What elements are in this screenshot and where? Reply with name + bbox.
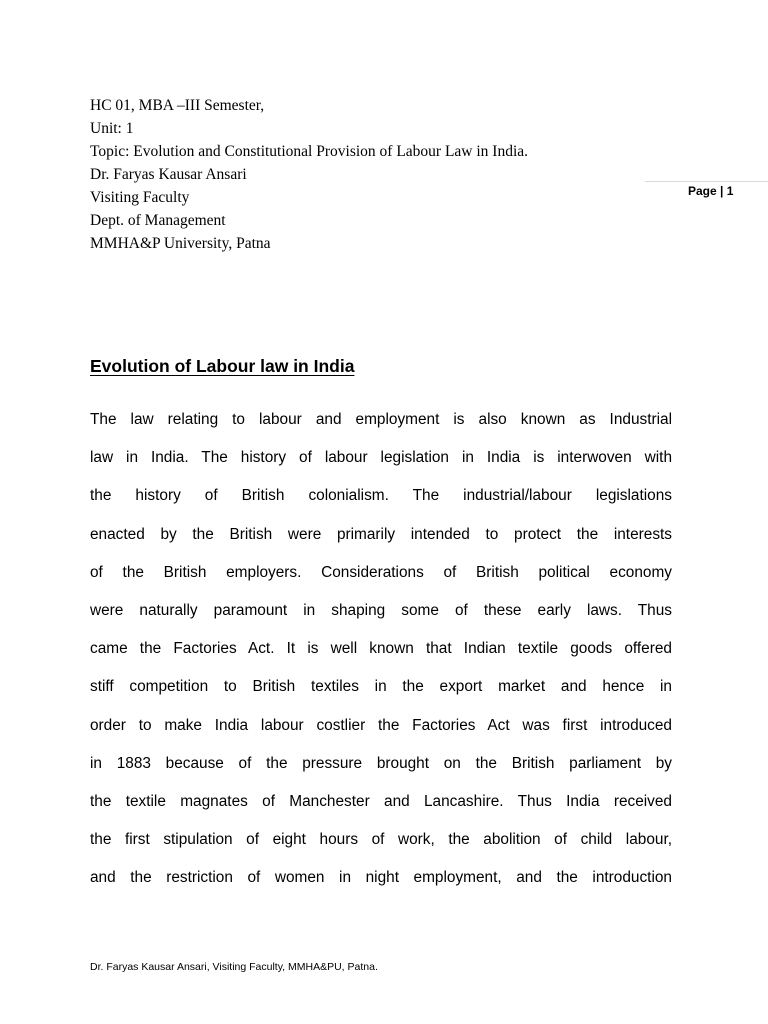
- page-footer: Dr. Faryas Kausar Ansari, Visiting Faculty, MMHA&PU, Patna.: [90, 961, 378, 973]
- author-position: Visiting Faculty: [90, 189, 190, 206]
- document-header: [90, 94, 650, 255]
- author-university: MMHA&P University, Patna: [90, 235, 271, 252]
- paragraph-line: the history of British colonialism. The industrial/labour legislations: [90, 487, 672, 505]
- paragraph-line: the textile magnates of Manchester and Lancashire. Thus India received: [90, 793, 672, 811]
- paragraph-line: enacted by the British were primarily intended to protect the interests: [90, 525, 672, 543]
- paragraph-line: the first stipulation of eight hours of work, the abolition of child labour,: [90, 831, 672, 849]
- paragraph-line: were naturally paramount in shaping some of these early laws. Thus: [90, 602, 672, 620]
- paragraph-line: The law relating to labour and employment is also known as Industrial: [90, 411, 672, 428]
- paragraph-line: and the restriction of women in night employment, and the introduction: [90, 869, 672, 887]
- paragraph-line: of the British employers. Considerations of British political economy: [90, 563, 672, 581]
- paragraph-line: in 1883 because of the pressure brought on the British parliament by: [90, 754, 672, 772]
- page-header-rule: [645, 181, 768, 182]
- author-name: Dr. Faryas Kausar Ansari: [90, 166, 247, 183]
- unit-line: Unit: 1: [90, 120, 134, 137]
- course-line: HC 01, MBA –III Semester,: [90, 97, 265, 114]
- paragraph-line: came the Factories Act. It is well known that Indian textile goods offered: [90, 640, 672, 658]
- paragraph-line: stiff competition to British textiles in the export market and hence in: [90, 678, 672, 696]
- body-paragraph: [90, 401, 672, 898]
- topic-line: Topic: Evolution and Constitutional Provision of Labour Law in India.: [90, 143, 529, 160]
- author-department: Dept. of Management: [90, 212, 226, 229]
- paragraph-line: law in India. The history of labour legislation in India is interwoven with: [90, 449, 672, 467]
- page-number: Page | 1: [688, 184, 734, 198]
- section-heading: Evolution of Labour law in India: [90, 356, 355, 376]
- paragraph-line: order to make India labour costlier the Factories Act was first introduced: [90, 716, 672, 734]
